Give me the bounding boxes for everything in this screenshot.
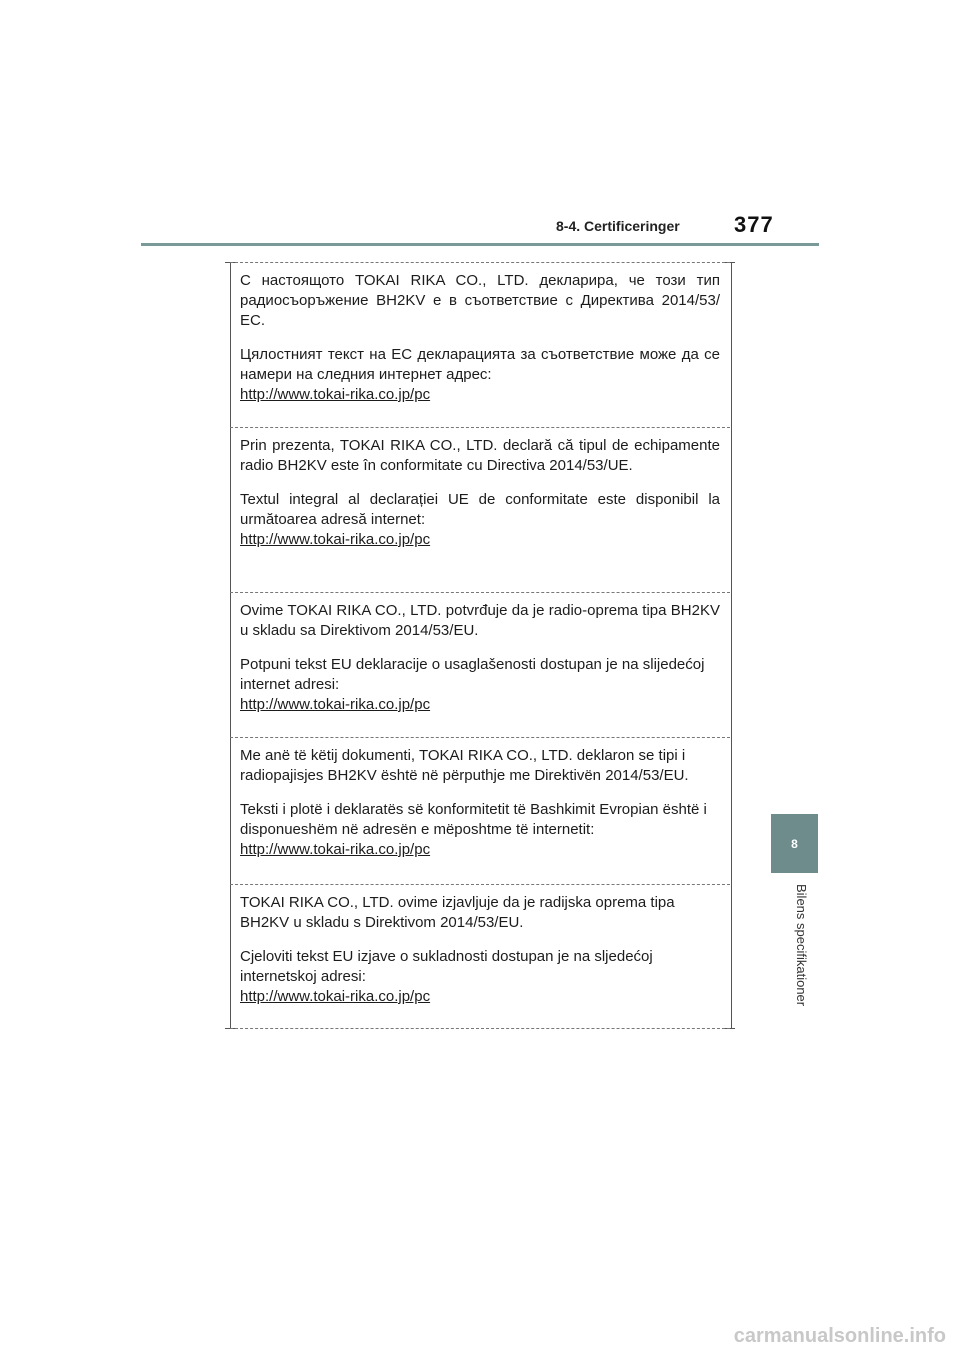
declaration-text: Ovime TOKAI RIKA CO., LTD. potvrđuje da je radio-oprema tipa BH2KV u skladu sa Direktivom 2014/53/EU.	[240, 602, 720, 639]
declaration-link[interactable]: http://www.tokai-rika.co.jp/pc	[240, 988, 431, 1005]
declaration-url-intro: Textul integral al declarației UE de conformitate este disponibil la următoarea adresă internet:	[240, 491, 720, 528]
declaration-block-bosnian	[230, 592, 730, 715]
declaration-link[interactable]: http://www.tokai-rika.co.jp/pc	[240, 531, 431, 548]
declaration-text: Me anë të këtij dokumenti, TOKAI RIKA CO., LTD. deklaron se tipi i radiopajisjes BH2KV është në përputhje me Direktivën 2014/53/EU.	[240, 747, 689, 784]
declaration-link[interactable]: http://www.tokai-rika.co.jp/pc	[240, 696, 431, 713]
declaration-block-romanian	[230, 427, 730, 550]
declaration-url-intro: Cjeloviti tekst EU izjave o sukladnosti dostupan je na sljedećoj internetskoj adresi:	[240, 948, 653, 985]
declaration-link[interactable]: http://www.tokai-rika.co.jp/pc	[240, 841, 431, 858]
chapter-label: Bilens specifikationer	[794, 884, 809, 1007]
declaration-link[interactable]: http://www.tokai-rika.co.jp/pc	[240, 386, 431, 403]
declaration-block-bulgarian	[230, 262, 730, 405]
declaration-block-albanian	[230, 737, 730, 860]
page-number: 377	[734, 212, 774, 237]
chapter-number: 8	[791, 836, 798, 851]
watermark: carmanualsonline.info	[733, 1325, 946, 1347]
declaration-text: Prin prezenta, TOKAI RIKA CO., LTD. declară că tipul de echipamente radio BH2KV este în conformitate cu Directiva 2014/53/UE.	[240, 437, 720, 474]
declaration-text: С настоящото TOKAI RIKA CO., LTD. декларира, че този тип радиосъоръжение BH2KV е в съответствие с Директива 2014/53/ЕС.	[240, 272, 720, 329]
declaration-block-croatian	[230, 884, 730, 1007]
section-title: 8-4. Certificeringer	[556, 218, 680, 234]
header-rule	[141, 243, 819, 246]
chapter-tab	[771, 814, 818, 873]
declaration-url-intro: Цялостният текст на ЕС декларацията за съответствие може да се намери на следния интернет адрес:	[240, 346, 720, 383]
declaration-url-intro: Potpuni tekst EU deklaracije o usaglašenosti dostupan je na slijedećoj internet adresi:	[240, 656, 705, 693]
declaration-text: TOKAI RIKA CO., LTD. ovime izjavljuje da je radijska oprema tipa BH2KV u skladu s Direktivom 2014/53/EU.	[240, 894, 675, 931]
declaration-url-intro: Teksti i plotë i deklaratës së konformitetit të Bashkimit Evropian është i disponueshëm në adresën e mëposhtme të internetit:	[240, 801, 707, 838]
box-bottom-rule	[230, 1028, 730, 1029]
